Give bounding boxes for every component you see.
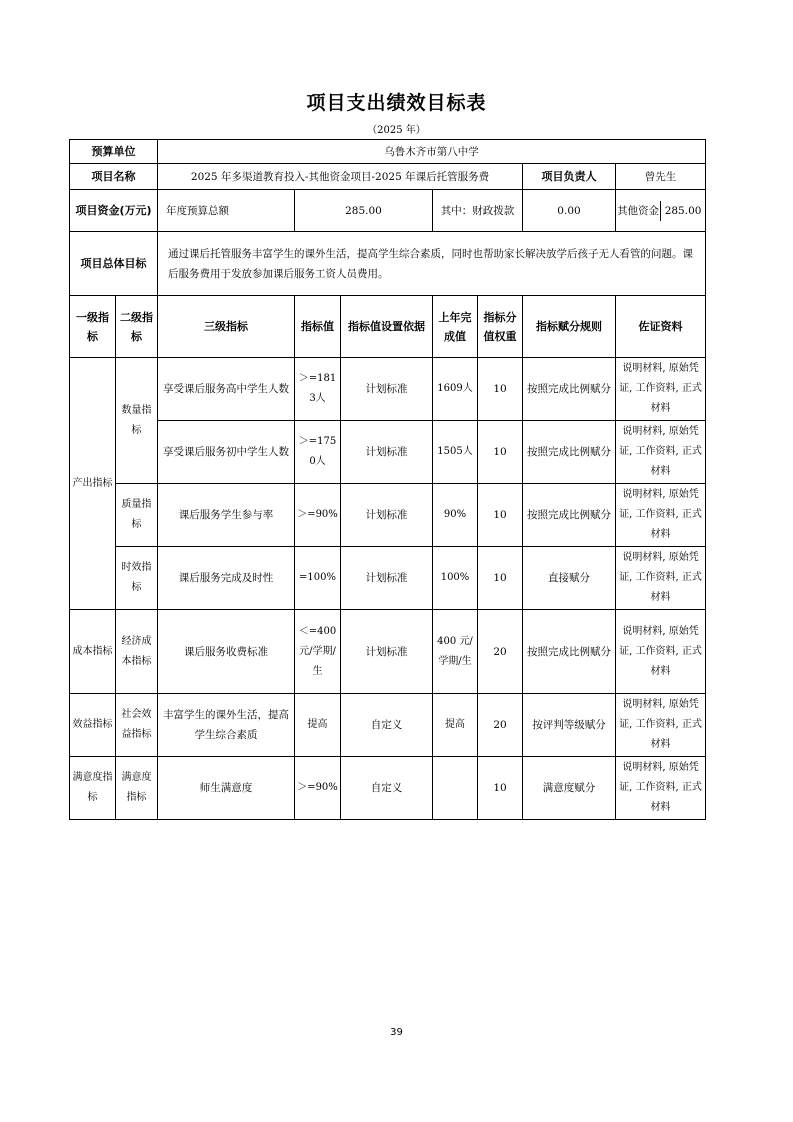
value-cell: =100%: [295, 547, 341, 610]
header-level3: 三级指标: [158, 296, 295, 358]
weight-cell: 20: [478, 610, 523, 694]
fiscal-value: 0.00: [523, 190, 616, 232]
level3-cell: 课后服务收费标准: [158, 610, 295, 694]
table-row: [70, 610, 706, 694]
level3-cell: 师生满意度: [158, 757, 295, 820]
project-owner-value: 曾先生: [616, 164, 706, 190]
rule-cell: 按照完成比例赋分: [523, 484, 616, 547]
header-prev: 上年完成值: [433, 296, 478, 358]
basis-cell: 计划标准: [341, 547, 433, 610]
prev-cell: 90%: [433, 484, 478, 547]
fiscal-label: 其中：财政拨款: [433, 190, 523, 232]
rule-cell: 按评判等级赋分: [523, 694, 616, 757]
header-rule: 指标赋分规则: [523, 296, 616, 358]
evidence-cell: 说明材料, 原始凭证, 工作资料, 正式材料: [616, 484, 706, 547]
value-cell: 提高: [295, 694, 341, 757]
basis-cell: 计划标准: [341, 610, 433, 694]
value-cell: ＞=90%: [295, 757, 341, 820]
header-weight: 指标分值权重: [478, 296, 523, 358]
evidence-cell: 说明材料, 原始凭证, 工作资料, 正式材料: [616, 610, 706, 694]
table-row: [70, 484, 706, 547]
budget-unit-label: 预算单位: [70, 140, 158, 164]
level2-satisfaction: 满意度指标: [116, 757, 158, 820]
level3-cell: 课后服务完成及时性: [158, 547, 295, 610]
table-row: [70, 358, 706, 421]
level1-benefit: 效益指标: [70, 694, 116, 757]
basis-cell: 计划标准: [341, 358, 433, 421]
table-row: [70, 421, 706, 484]
level2-social-benefit: 社会效益指标: [116, 694, 158, 757]
rule-cell: 按照完成比例赋分: [523, 358, 616, 421]
other-funds-value: 285.00: [660, 201, 705, 221]
rule-cell: 按照完成比例赋分: [523, 421, 616, 484]
basis-cell: 计划标准: [341, 421, 433, 484]
annual-total-value: 285.00: [295, 190, 433, 232]
level2-timeliness: 时效指标: [116, 547, 158, 610]
budget-unit-value: 乌鲁木齐市第八中学: [158, 140, 706, 164]
level3-cell: 课后服务学生参与率: [158, 484, 295, 547]
weight-cell: 10: [478, 358, 523, 421]
prev-cell: 1505人: [433, 421, 478, 484]
table-row: [70, 694, 706, 757]
header-evidence: 佐证资料: [616, 296, 706, 358]
project-funds-label: 项目资金(万元): [70, 190, 158, 232]
level2-economic-cost: 经济成本指标: [116, 610, 158, 694]
level2-quantity: 数量指标: [116, 358, 158, 484]
level3-cell: 丰富学生的课外生活，提高学生综合素质: [158, 694, 295, 757]
prev-cell: [433, 757, 478, 820]
prev-cell: 400 元/学期/生: [433, 610, 478, 694]
weight-cell: 10: [478, 484, 523, 547]
header-level2: 二级指标: [116, 296, 158, 358]
value-cell: ＞=1750人: [295, 421, 341, 484]
weight-cell: 10: [478, 757, 523, 820]
header-basis: 指标值设置依据: [341, 296, 433, 358]
rule-cell: 直接赋分: [523, 547, 616, 610]
evidence-cell: 说明材料, 原始凭证, 工作资料, 正式材料: [616, 358, 706, 421]
evidence-cell: 说明材料, 原始凭证, 工作资料, 正式材料: [616, 421, 706, 484]
annual-total-label: 年度预算总额: [158, 190, 295, 232]
page-number: 39: [390, 1027, 403, 1038]
evidence-cell: 说明材料, 原始凭证, 工作资料, 正式材料: [616, 547, 706, 610]
overall-goal-text: 通过课后托管服务丰富学生的课外生活，提高学生综合素质，同时也帮助家长解决放学后孩子无人看管的问题。课后服务费用于发放参加课后服务工资人员费用。: [158, 232, 706, 296]
level3-cell: 享受课后服务高中学生人数: [158, 358, 295, 421]
table-row: [70, 547, 706, 610]
weight-cell: 20: [478, 694, 523, 757]
prev-cell: 1609人: [433, 358, 478, 421]
evidence-cell: 说明材料, 原始凭证, 工作资料, 正式材料: [616, 694, 706, 757]
header-level1: 一级指标: [70, 296, 116, 358]
level2-quality: 质量指标: [116, 484, 158, 547]
level1-cost: 成本指标: [70, 610, 116, 694]
document-year: （2025 年）: [367, 125, 426, 136]
weight-cell: 10: [478, 421, 523, 484]
prev-cell: 100%: [433, 547, 478, 610]
basis-cell: 自定义: [341, 757, 433, 820]
rule-cell: 满意度赋分: [523, 757, 616, 820]
basis-cell: 自定义: [341, 694, 433, 757]
value-cell: ＞=90%: [295, 484, 341, 547]
basis-cell: 计划标准: [341, 484, 433, 547]
table-row: [70, 757, 706, 820]
other-funds-label: 其他资金: [617, 204, 660, 217]
document-title: 项目支出绩效目标表: [306, 92, 487, 114]
weight-cell: 10: [478, 547, 523, 610]
project-owner-label: 项目负责人: [523, 164, 616, 190]
rule-cell: 按照完成比例赋分: [523, 610, 616, 694]
header-value: 指标值: [295, 296, 341, 358]
performance-target-table: [69, 139, 706, 820]
value-cell: ＞=1813人: [295, 358, 341, 421]
evidence-cell: 说明材料, 原始凭证, 工作资料, 正式材料: [616, 757, 706, 820]
level1-satisfaction: 满意度指标: [70, 757, 116, 820]
overall-goal-label: 项目总体目标: [70, 232, 158, 296]
level3-cell: 享受课后服务初中学生人数: [158, 421, 295, 484]
project-name-value: 2025 年多渠道教育投入-其他资金项目-2025 年课后托管服务费: [158, 164, 523, 190]
other-funds-cell: [616, 190, 706, 232]
level1-output: 产出指标: [70, 358, 116, 610]
prev-cell: 提高: [433, 694, 478, 757]
value-cell: ＜=400元/学期/生: [295, 610, 341, 694]
project-name-label: 项目名称: [70, 164, 158, 190]
